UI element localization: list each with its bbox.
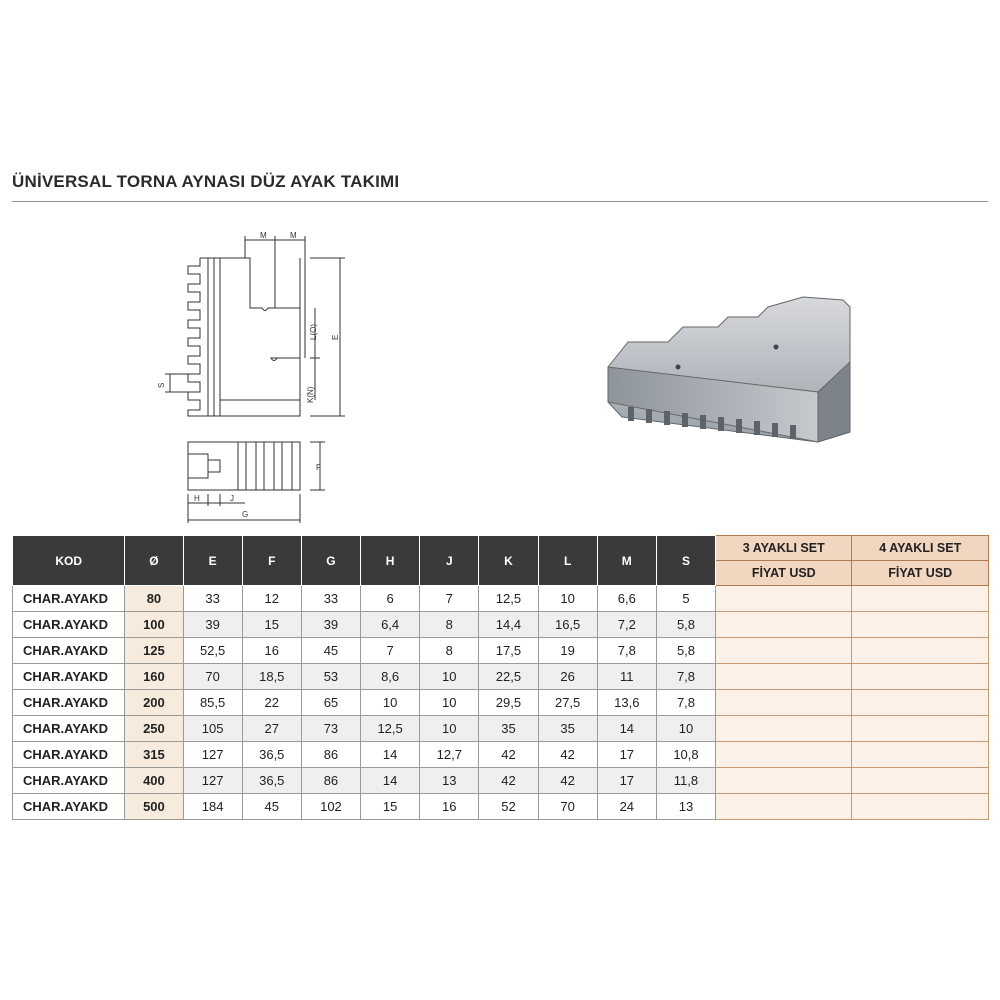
cell-price-3-jaw <box>716 794 852 820</box>
cell-value: 52,5 <box>183 638 242 664</box>
cell-value: 22 <box>242 690 301 716</box>
cell-value: 70 <box>538 794 597 820</box>
cell-diameter: 160 <box>125 664 183 690</box>
table-row <box>13 716 989 742</box>
cell-price-3-jaw <box>716 742 852 768</box>
cell-kod: CHAR.AYAKD <box>13 664 125 690</box>
technical-drawing <box>150 228 360 528</box>
table-row <box>13 742 989 768</box>
table-row <box>13 664 989 690</box>
cell-value: 5,8 <box>656 638 715 664</box>
cell-value: 127 <box>183 768 242 794</box>
label-m-1: M <box>260 231 267 240</box>
header-4-jaw-price: FİYAT USD <box>852 561 989 586</box>
cell-value: 12,7 <box>420 742 479 768</box>
cell-value: 6,4 <box>361 612 420 638</box>
cell-value: 39 <box>301 612 360 638</box>
header-diameter: Ø <box>125 536 183 586</box>
label-h: H <box>194 494 200 503</box>
cell-value: 17 <box>597 742 656 768</box>
cell-price-4-jaw <box>852 794 989 820</box>
cell-value: 5 <box>656 586 715 612</box>
spec-table <box>12 535 989 820</box>
cell-value: 33 <box>301 586 360 612</box>
cell-value: 86 <box>301 742 360 768</box>
cell-value: 45 <box>301 638 360 664</box>
cell-value: 26 <box>538 664 597 690</box>
cell-diameter: 315 <box>125 742 183 768</box>
cell-value: 45 <box>242 794 301 820</box>
cell-value: 14 <box>597 716 656 742</box>
cell-value: 102 <box>301 794 360 820</box>
cell-value: 52 <box>479 794 538 820</box>
cell-price-4-jaw <box>852 716 989 742</box>
cell-price-3-jaw <box>716 690 852 716</box>
header-g: G <box>301 536 360 586</box>
cell-price-4-jaw <box>852 664 989 690</box>
cell-diameter: 400 <box>125 768 183 794</box>
cell-price-3-jaw <box>716 664 852 690</box>
cell-value: 7,2 <box>597 612 656 638</box>
cell-kod: CHAR.AYAKD <box>13 768 125 794</box>
cell-value: 14,4 <box>479 612 538 638</box>
cell-value: 12 <box>242 586 301 612</box>
cell-kod: CHAR.AYAKD <box>13 690 125 716</box>
cell-value: 65 <box>301 690 360 716</box>
cell-value: 33 <box>183 586 242 612</box>
cell-value: 16,5 <box>538 612 597 638</box>
cell-value: 12,5 <box>361 716 420 742</box>
header-f: F <box>242 536 301 586</box>
cell-value: 13 <box>420 768 479 794</box>
cell-value: 15 <box>242 612 301 638</box>
cell-value: 86 <box>301 768 360 794</box>
cell-value: 13 <box>656 794 715 820</box>
cell-value: 42 <box>479 742 538 768</box>
cell-value: 14 <box>361 742 420 768</box>
cell-value: 10 <box>656 716 715 742</box>
cell-value: 35 <box>479 716 538 742</box>
cell-value: 42 <box>538 768 597 794</box>
title-divider <box>12 201 988 202</box>
product-image <box>598 292 868 464</box>
cell-kod: CHAR.AYAKD <box>13 716 125 742</box>
label-m-2: M <box>290 231 297 240</box>
cell-value: 11 <box>597 664 656 690</box>
cell-value: 127 <box>183 742 242 768</box>
cell-value: 10 <box>420 716 479 742</box>
cell-value: 18,5 <box>242 664 301 690</box>
cell-value: 11,8 <box>656 768 715 794</box>
cell-diameter: 200 <box>125 690 183 716</box>
cell-diameter: 125 <box>125 638 183 664</box>
cell-value: 39 <box>183 612 242 638</box>
table-row <box>13 768 989 794</box>
cell-value: 42 <box>479 768 538 794</box>
cell-value: 27,5 <box>538 690 597 716</box>
cell-value: 15 <box>361 794 420 820</box>
label-k-n: K(N) <box>306 386 315 403</box>
header-m: M <box>597 536 656 586</box>
cell-value: 10 <box>420 690 479 716</box>
cell-value: 16 <box>420 794 479 820</box>
table-row <box>13 690 989 716</box>
cell-price-3-jaw <box>716 586 852 612</box>
cell-price-3-jaw <box>716 612 852 638</box>
cell-value: 14 <box>361 768 420 794</box>
cell-value: 85,5 <box>183 690 242 716</box>
cell-kod: CHAR.AYAKD <box>13 612 125 638</box>
cell-price-3-jaw <box>716 768 852 794</box>
cell-value: 17,5 <box>479 638 538 664</box>
label-g: G <box>242 510 249 519</box>
table-row <box>13 794 989 820</box>
cell-value: 8,6 <box>361 664 420 690</box>
cell-price-4-jaw <box>852 612 989 638</box>
cell-value: 7,8 <box>656 690 715 716</box>
label-j: J <box>230 494 234 503</box>
header-3-jaw-set: 3 AYAKLI SET <box>716 536 852 561</box>
page-title: ÜNİVERSAL TORNA AYNASI DÜZ AYAK TAKIMI <box>12 172 400 191</box>
header-4-jaw-set: 4 AYAKLI SET <box>852 536 989 561</box>
cell-kod: CHAR.AYAKD <box>13 586 125 612</box>
cell-value: 10 <box>538 586 597 612</box>
cell-value: 7,8 <box>597 638 656 664</box>
table-row <box>13 586 989 612</box>
cell-diameter: 80 <box>125 586 183 612</box>
cell-kod: CHAR.AYAKD <box>13 638 125 664</box>
cell-value: 19 <box>538 638 597 664</box>
cell-value: 73 <box>301 716 360 742</box>
cell-value: 42 <box>538 742 597 768</box>
cell-value: 17 <box>597 768 656 794</box>
header-h: H <box>361 536 420 586</box>
cell-value: 70 <box>183 664 242 690</box>
cell-value: 10,8 <box>656 742 715 768</box>
cell-value: 16 <box>242 638 301 664</box>
cell-value: 7 <box>361 638 420 664</box>
table-row <box>13 638 989 664</box>
cell-price-4-jaw <box>852 638 989 664</box>
cell-value: 53 <box>301 664 360 690</box>
header-l: L <box>538 536 597 586</box>
label-s: S <box>157 382 166 388</box>
header-kod: KOD <box>13 536 125 586</box>
header-s: S <box>656 536 715 586</box>
cell-price-3-jaw <box>716 638 852 664</box>
cell-value: 36,5 <box>242 742 301 768</box>
cell-value: 7 <box>420 586 479 612</box>
cell-kod: CHAR.AYAKD <box>13 742 125 768</box>
cell-value: 8 <box>420 638 479 664</box>
cell-value: 35 <box>538 716 597 742</box>
cell-value: 10 <box>361 690 420 716</box>
cell-diameter: 500 <box>125 794 183 820</box>
cell-value: 36,5 <box>242 768 301 794</box>
cell-price-4-jaw <box>852 690 989 716</box>
cell-diameter: 100 <box>125 612 183 638</box>
cell-value: 29,5 <box>479 690 538 716</box>
cell-price-4-jaw <box>852 742 989 768</box>
header-3-jaw-price: FİYAT USD <box>716 561 852 586</box>
cell-price-3-jaw <box>716 716 852 742</box>
header-j: J <box>420 536 479 586</box>
cell-value: 10 <box>420 664 479 690</box>
cell-value: 8 <box>420 612 479 638</box>
cell-value: 22,5 <box>479 664 538 690</box>
label-f: F <box>316 463 321 472</box>
spec-table-body <box>13 586 989 820</box>
cell-diameter: 250 <box>125 716 183 742</box>
cell-value: 6,6 <box>597 586 656 612</box>
cell-price-4-jaw <box>852 586 989 612</box>
cell-value: 5,8 <box>656 612 715 638</box>
table-row <box>13 612 989 638</box>
label-e: E <box>331 334 340 340</box>
cell-value: 6 <box>361 586 420 612</box>
header-k: K <box>479 536 538 586</box>
cell-value: 7,8 <box>656 664 715 690</box>
cell-price-4-jaw <box>852 768 989 794</box>
cell-value: 27 <box>242 716 301 742</box>
cell-value: 13,6 <box>597 690 656 716</box>
cell-value: 105 <box>183 716 242 742</box>
header-e: E <box>183 536 242 586</box>
cell-kod: CHAR.AYAKD <box>13 794 125 820</box>
label-l-o: L(O) <box>309 324 318 340</box>
cell-value: 184 <box>183 794 242 820</box>
cell-value: 12,5 <box>479 586 538 612</box>
cell-value: 24 <box>597 794 656 820</box>
